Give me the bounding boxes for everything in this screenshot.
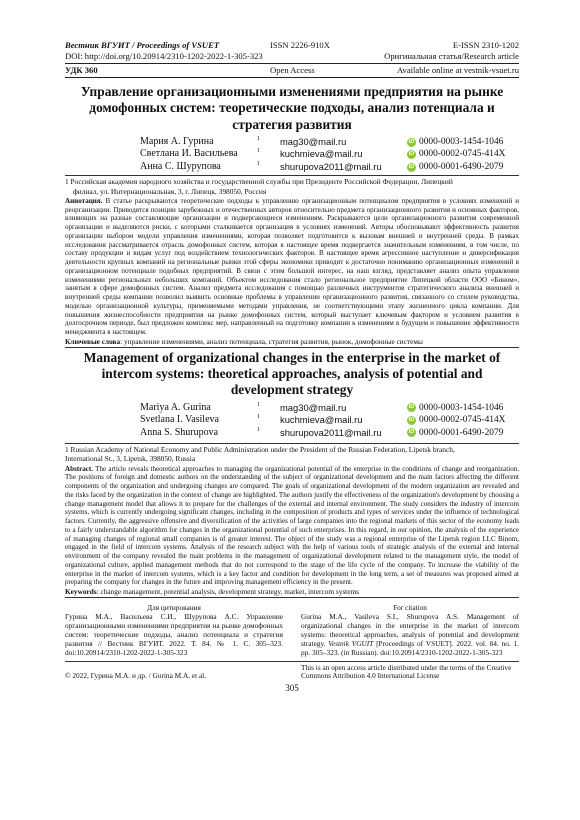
citation-ru-title: Для цитирования (147, 603, 201, 613)
en-keywords-text: : change management, potential analysis, development strategy, market, intercom systems (96, 587, 359, 597)
orcid-id: 0000-0003-1454-1046 (419, 402, 504, 413)
ru-affiliation (65, 175, 519, 195)
orcid-link[interactable] (407, 414, 505, 427)
author-email[interactable]: shurupova2011@mail.ru (280, 160, 382, 172)
author-name: Анна С. Шурупова (140, 160, 221, 172)
ru-abstract-text: В статье раскрываются теоретические подходы к управлению организационным потенциалом предприятия в условиях изменений и реорганизации. Приводятся позиции зарубежных и отечественных авторов относительно предмета организационного развития и основных факторов, влияющих на разные составляющие организации и подвергающиеся изменениям. Раскрываются цели организационного развития современной организации и выделяются риски, с которыми сталкивается организация в условиях изменений. Авторы обосновывают эффективность развития организации выбором модели управления изменениями, которая позволяет подготовится к вызовам внешней и внутренней среды. В рамках исследования рассматривается отрасль домофонных систем, которая в настоящее время подвергается значительным изменениям, в том числе, по составу продукции и видам услуг под воздействием технологических факторов. В настоящее время агрессивное наступление и диверсификация деятельности крупных компаний на региональные рынки этой сферы экономики приводит к достаточно пониманию организационных изменений в организационном потенциале подобных предприятий. В связи с этим большой интерес, на наш взгляд, представляет анализ опыта управления изменениями региональных небольших компаний. Объектом исследования стало региональное предприятие Липецкой области ООО «Бином», занятым в сфере домофонных систем. Анализ предмета исследования с помощью различных инструментов стратегического анализа внешней и внутренней среды компании позволил выявить основные проблемы в управлении организационного развития, связанного со стилем руководства, моделью организационной культуры, применяемыми методами управления, не соответствующими этапу жизненного цикла компании. Для повышения жизнеспособности предприятия на рынке домофонных систем, который выступает ключевым фактором и условием развития в долгосрочном периоде, был предложен комплекс мер, направленный на подготовку компании к изменениям в будущем и повышение эффективности менеджмента в настоящем. (65, 196, 519, 337)
available-online: Available online at vestnik-vsuet.ru (396, 65, 519, 75)
journal-name: Вестник ВГУИТ / Proceedings of VSUET (65, 40, 220, 50)
citation-en-text-a: Gurina M.A., Vasileva S.I., Shurupova A.S. Management of organizational changes in the enterprise in the market of intercom systems: theoretical approaches, analysis of potential and development strategy. (301, 612, 519, 648)
en-keywords (65, 587, 519, 598)
ru-author-row (140, 148, 519, 161)
orcid-link[interactable] (407, 148, 505, 161)
citation-en (301, 604, 519, 657)
en-author-row (140, 402, 519, 415)
eissn: E-ISSN 2310-1202 (452, 40, 519, 50)
author-email[interactable]: kuchmieva@mail.ru (280, 148, 363, 160)
article-type: Оригинальная статья/Research article (384, 51, 519, 61)
orcid-id: 0000-0001-6490-2079 (419, 161, 504, 172)
author-name: Mariya A. Gurina (140, 401, 211, 413)
en-affiliation (65, 443, 519, 463)
ru-keywords (65, 337, 519, 348)
en-abstract-label: Abstract. (65, 464, 93, 473)
header-divider (65, 63, 519, 64)
author-email[interactable]: mag30@mail.ru (280, 401, 347, 413)
header-divider-2 (65, 77, 519, 78)
orcid-id: 0000-0002-0745-414X (419, 415, 506, 426)
orcid-link[interactable] (407, 427, 503, 440)
ru-author-row (140, 161, 519, 174)
copyright: © 2022, Гурина М.А. и др. / Gurina M.A. et al. (65, 670, 207, 680)
en-keywords-label: Keywords (65, 587, 97, 597)
en-author-row (140, 414, 519, 427)
ru-title: Управление организационными изменениями предприятия на рынке домофонных систем: теоретические подходы, анализ потенциала и стратегия развития (80, 84, 504, 132)
orcid-id: 0000-0003-1454-1046 (419, 136, 504, 147)
open-access: Open Access (270, 65, 315, 75)
ru-abstract (65, 197, 519, 337)
footer (65, 661, 519, 682)
header-row-3 (65, 65, 519, 76)
ru-affiliation-line: филиал, ул. Интернациональная, 3, г. Липецк, 398050, Россия (73, 186, 267, 196)
article-page (65, 40, 519, 693)
ru-keywords-label: Ключевые слова (65, 336, 121, 346)
ru-affiliation-line: 1 Российская академия народного хозяйства и государственной службы при Президенте Российской Федерации, Липецкий (65, 177, 453, 187)
en-affiliation-line: 1 Russian Academy of National Economy and Public Administration under the President of the Russian Federation, Lipetsk branch, (65, 445, 455, 455)
author-sup: 1 (257, 414, 260, 421)
license-text[interactable]: This is an open access article distributed under the terms of the Creative Commons Attribution 4.0 International License (301, 662, 512, 681)
orcid-icon: iD (408, 416, 415, 423)
issn: ISSN 2226-910X (270, 40, 330, 50)
orcid-icon: iD (408, 151, 415, 158)
author-name: Anna S. Shurupova (140, 426, 219, 438)
citation-en-title: For citation (393, 603, 427, 613)
author-sup: 1 (257, 401, 260, 408)
orcid-icon: iD (408, 138, 415, 145)
author-name: Светлана И. Васильева (140, 148, 238, 160)
udk: УДК 360 (65, 65, 98, 75)
orcid-icon: iD (408, 429, 415, 436)
en-affiliation-line: International St., 3, Lipetsk, 398050, Russia (65, 454, 196, 464)
citation-en-journal: Vestnik VGUIT (328, 638, 374, 648)
author-sup: 1 (257, 160, 260, 167)
header-row-2 (65, 51, 519, 62)
citation-ru (65, 604, 283, 657)
orcid-link[interactable] (407, 161, 503, 174)
en-authors (140, 402, 519, 440)
author-sup: 1 (257, 148, 260, 155)
doi-link[interactable]: DOI: http://doi.org/10.20914/2310-1202-2022-1-305-323 (65, 51, 263, 61)
ru-abstract-label: Аннотация. (65, 196, 103, 205)
orcid-icon: iD (408, 163, 415, 170)
en-abstract-text: The article reveals theoretical approaches to managing the organizational potential of the enterprise in the conditions of change and reorganization. The positions of foreign and domestic authors on the understanding of the subject of organizational development and the main factors affecting the different components of the organization and undergoing changes are compared. The goals of organizational development of the modern organization are revealed and the risks faced by the organization in the context of change are highlighted. The authors justify the effectiveness of the organization's development by choosing a change management model that allows it to prepare for the challenges of the external and internal environment. The study considers the industry of intercom systems, which is currently undergoing significant changes, including in the composition of products and types of services under the influence of technological factors. Currently, the aggressive offensive and diversification of the activities of large companies into the regional markets of this sector of the economy leads to a fairly understandable algorithm for changes in the organizational potential of such enterprises. In this regard, in our opinion, the analysis of the experience of managing changes of regional small companies is of greater interest. The object of the study was a regional enterprise of the Lipetsk region LLC Binom, engaged in the field of intercom systems. Analysis of the research subject with the help of various tools of strategic analysis of the external and internal environment of the company revealed the main problems in the management of organizational development related to the management style, the model of organizational culture, applied management methods that do not correspond to the stage of the life cycle of the company. To increase the viability of the enterprise in the market of intercom systems, which is a key factor and condition for development in the long term, a set of measures was proposed aimed at preparing the company for changes in the future and improving management efficiency in the present. (65, 464, 520, 587)
header-row-1 (65, 40, 519, 51)
author-email[interactable]: mag30@mail.ru (280, 135, 347, 147)
author-email[interactable]: kuchmieva@mail.ru (280, 414, 363, 426)
author-sup: 1 (257, 426, 260, 433)
orcid-icon: iD (408, 404, 415, 411)
page-number: 305 (285, 683, 299, 694)
author-email[interactable]: shurupova2011@mail.ru (280, 426, 382, 438)
ru-author-row (140, 136, 519, 149)
orcid-id: 0000-0002-0745-414X (419, 149, 506, 160)
en-title: Management of organizational changes in the enterprise in the market of intercom systems: theoretical approaches, analysis of potential and development strategy (83, 349, 501, 398)
citation-en-text-b: [Proceedings of VSUET]. 2022. vol. 84. no. 1. pp. 305–323. (in Russian). doi:10.20914/2310-1202-2022-1-305-323 (301, 638, 519, 657)
en-abstract (65, 465, 519, 588)
citation-en-text (301, 613, 519, 658)
orcid-id: 0000-0001-6490-2079 (419, 427, 504, 438)
author-name: Svetlana I. Vasileva (140, 414, 219, 426)
ru-keywords-text: : управление изменениями, анализ потенциала, стратегия развития, рынок, домофонные системы (120, 336, 423, 346)
en-author-row (140, 427, 519, 440)
orcid-link[interactable] (407, 402, 503, 415)
ru-authors (140, 136, 519, 174)
citation-block (65, 604, 519, 657)
citation-ru-text: Гурина М.А., Васильева С.И., Шурупова А.С. Управление организационными изменениями предприятия на рынке домофонных систем: теоретические подходы, анализ потенциала и стратегия развития // Вестник ВГУИТ. 2022. Т. 84. № 1. С. 305–323. doi:10.20914/2310-1202-2022-1-305-323 (65, 612, 283, 657)
author-name: Мария А. Гурина (140, 135, 214, 147)
orcid-link[interactable] (407, 136, 503, 149)
author-sup: 1 (257, 135, 260, 142)
